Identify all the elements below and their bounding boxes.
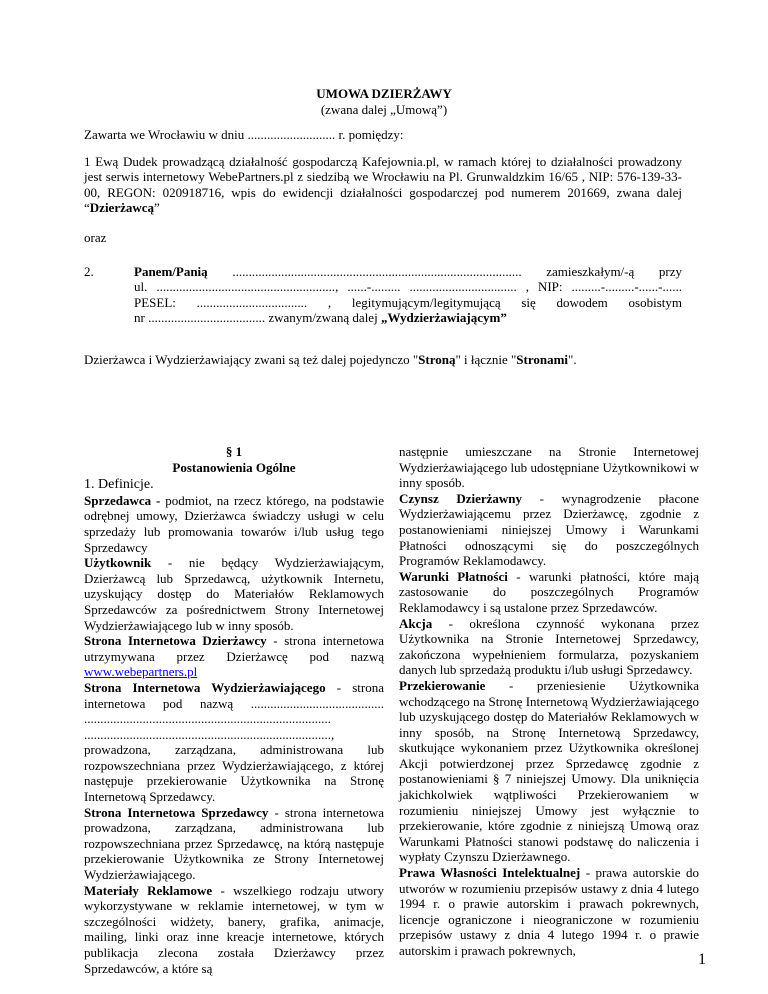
party-1-paragraph bbox=[84, 154, 682, 216]
definition-term: Czynsz Dzierżawny bbox=[399, 490, 523, 506]
definition-term: Prawa Własności Intelektualnej bbox=[399, 865, 581, 881]
definition-term: Strona Internetowa Sprzedawcy bbox=[84, 804, 269, 820]
party-2-label: Panem/Panią bbox=[134, 264, 208, 279]
definition-text: następnie umieszczane na Stronie Internetowej Wydzierżawiającego lub udostępniane Użytkownikowi w inny sposób. bbox=[399, 444, 699, 491]
definition-item bbox=[399, 865, 699, 959]
party-2-line-1 bbox=[134, 264, 682, 279]
definition-text: - wynagrodzenie płacone Wydzierżawiającemu przez Dzierżawcę, zgodnie z postanowieniami niniejszej Umowy i Warunkami Płatności odnoszącymi się do poszczególnych Programów Reklamodawcy. bbox=[399, 490, 699, 569]
party-2-block bbox=[134, 264, 682, 326]
party-term-stronami: Stronami bbox=[516, 352, 569, 367]
definition-text: podmiot, na rzecz którego, na podstawie odrębnej umowy, Dzierżawca świadczy usługi w celu sprzedaży lub promowania towarów i/lub usług tego Sprzedawcy bbox=[84, 492, 384, 555]
definition-item bbox=[399, 491, 699, 569]
definition-item bbox=[399, 678, 699, 865]
definition-item bbox=[84, 633, 384, 680]
definition-text: - prawa autorskie do utworów w rozumieniu przepisów ustawy z dnia 4 lutego 1994 r. o prawie autorskim i prawach pokrewnych, licencje ograniczone i nieograniczone w rozumieniu przepisów ustawy z dnia 4 lutego 1994 r. o prawie autorskim i prawach pokrewnych, bbox=[399, 865, 699, 958]
definition-term: Przekierowanie bbox=[399, 677, 486, 693]
page-number: 1 bbox=[698, 951, 706, 968]
definition-item bbox=[84, 805, 384, 883]
party-term-strona: Stroną bbox=[418, 352, 456, 367]
party-2-term: „Wydzierżawiającym” bbox=[380, 310, 507, 326]
document-subtitle bbox=[0, 102, 768, 117]
definition-term: Strona Internetowa Wydzierżawiającego bbox=[84, 679, 326, 695]
website-link[interactable]: www.webepartners.pl bbox=[84, 664, 198, 680]
definition-text: - wszelkiego rodzaju utwory wykorzystywane w reklamie internetowej, w tym w szczególności widżety, banery, grafika, animacje, mailing, linki oraz inne kreacje internetowe, których publikacja zlecona została Dzierżawcy przez Sprzedawców, a które są bbox=[84, 882, 384, 976]
definition-text: - przeniesienie Użytkownika wchodzącego na Stronę Internetową Wydzierżawiającego lub uzyskującego dostęp do Materiałów Reklamowych w inny sposób, na Stronę Internetową Sprzedawcy, skutkujące wykonaniem przez Użytkownika określonej Akcji potwierdzonej przez Sprzedawcę zgodnie z postanowieniami § 7 niniejszej Umowy. Dla uniknięcia jakichkolwiek wątpliwości Przekierowaniem w rozumieniu niniejszej Umowy jest wyłącznie to przekierowanie, które zgodnie z niniejszą Umową oraz Warunkami Płatności stanowi podstawę do naliczenia i wypłaty Czynszu Dzierżawnego. bbox=[399, 677, 699, 865]
party-2-id-placeholder: nr .................................... zwanym/zwaną dalej bbox=[134, 310, 381, 326]
party-1-term: Dzierżawcą bbox=[89, 200, 155, 216]
parties-text-3: ". bbox=[568, 352, 577, 367]
right-definitions bbox=[399, 444, 699, 959]
document-title: UMOWA DZIERŻAWY bbox=[316, 86, 452, 101]
definition-term: Warunki Płatności bbox=[399, 568, 508, 584]
party-2-line-3: PESEL: .................................. , legitymującym/legitymującą się dowodem osobistym bbox=[134, 294, 682, 310]
right-column bbox=[399, 444, 699, 959]
definition-text: - nie będący Wydzierżawiającym, Dzierżawcą lub Sprzedawcą, użytkownik Internetu, uzyskujący dostęp do Materiałów Reklamowych Sprzedawców za pośrednictwem Strony Internetowej Wydzierżawiającego lub w inny sposób. bbox=[84, 555, 384, 633]
definition-text: - strona internetowa pod nazwą ......................................... ............................................................................ ............................................................................, prowadzona, zarządzana, administrowana lub rozpowszechniana przez Wydzierżawiającego, z której następuje przekierowanie Użytkownika na Stronę Internetową Sprzedawcy. bbox=[84, 679, 384, 805]
definition-term: Strona Internetowa Dzierżawcy bbox=[84, 633, 267, 649]
definitions-label: 1. Definicje. bbox=[84, 477, 154, 493]
definition-item bbox=[399, 616, 699, 678]
parties-definition bbox=[84, 352, 684, 367]
definition-item bbox=[84, 555, 384, 633]
definition-term: Materiały Reklamowe bbox=[84, 882, 213, 898]
definition-item bbox=[399, 444, 699, 491]
definition-item bbox=[399, 569, 699, 616]
section-number: § 1 bbox=[225, 444, 243, 459]
parties-text-1: Dzierżawca i Wydzierżawiający zwani są też dalej pojedynczo " bbox=[84, 352, 419, 367]
definition-term: Użytkownik bbox=[84, 555, 152, 571]
party-2-number: 2. bbox=[84, 264, 94, 279]
parties-text-2: " i łącznie " bbox=[455, 352, 517, 367]
definition-text: - warunki płatności, które mają zastosowanie do poszczególnych Programów Reklamodawcy i są ustalone przez Sprzedawców. bbox=[399, 568, 699, 615]
party-2-line-4 bbox=[134, 310, 682, 325]
oraz-text: oraz bbox=[84, 230, 107, 245]
definition-text: - strona internetowa utrzymywana przez Dzierżawcę pod nazwą bbox=[84, 633, 384, 664]
definition-item bbox=[84, 883, 384, 977]
party-2-line-2: ul. ......................................................., ......-......... ................................. , NIP: .........-.........-......-...... bbox=[134, 279, 682, 295]
left-column bbox=[84, 444, 384, 976]
section-title: Postanowienia Ogólne bbox=[172, 459, 296, 475]
place-date-line: Zawarta we Wrocławiu w dniu ........................... r. pomiędzy: bbox=[84, 127, 404, 142]
definition-text: - określona czynność wykonana przez Użytkownika na Stronie Internetowej Sprzedawcy, zakończona wypełnieniem formularza, pozyskaniem danych lub sprzedażą produktu i/lub usługi Sprzedawcy. bbox=[399, 615, 699, 678]
definition-term: Sprzedawca - bbox=[84, 492, 161, 508]
definition-term: Akcja bbox=[399, 615, 433, 631]
definition-text: - strona internetowa prowadzona, zarządzana, administrowana lub rozpowszechniana przez Sprzedawcę, na którą następuje przekierowanie Użytkownika ze Strony Internetowej Wydzierżawiającego. bbox=[84, 804, 385, 883]
definition-item bbox=[84, 493, 384, 555]
definition-item bbox=[84, 680, 384, 805]
party-1-quote: ” bbox=[154, 200, 160, 216]
subtitle-text: (zwana dalej „Umową”) bbox=[320, 102, 448, 117]
party-2-address-placeholder: ......................................................................................... zamieszkałym/-ą przy bbox=[232, 264, 682, 279]
left-definitions bbox=[84, 493, 384, 976]
party-1-text: 1 Ewą Dudek prowadzącą działalność gospodarczą Kafejownia.pl, w ramach której to działalności prowadzony jest serwis internetowy WebePartners.pl z siedzibą we Wrocławiu na Pl. Grunwaldzkim 16/65 , NIP: 576-139-33-00, REGON: 020918716, wpis do ewidencji działalności gospodarczej pod numerem 201669, zwana dalej “ bbox=[84, 154, 682, 216]
